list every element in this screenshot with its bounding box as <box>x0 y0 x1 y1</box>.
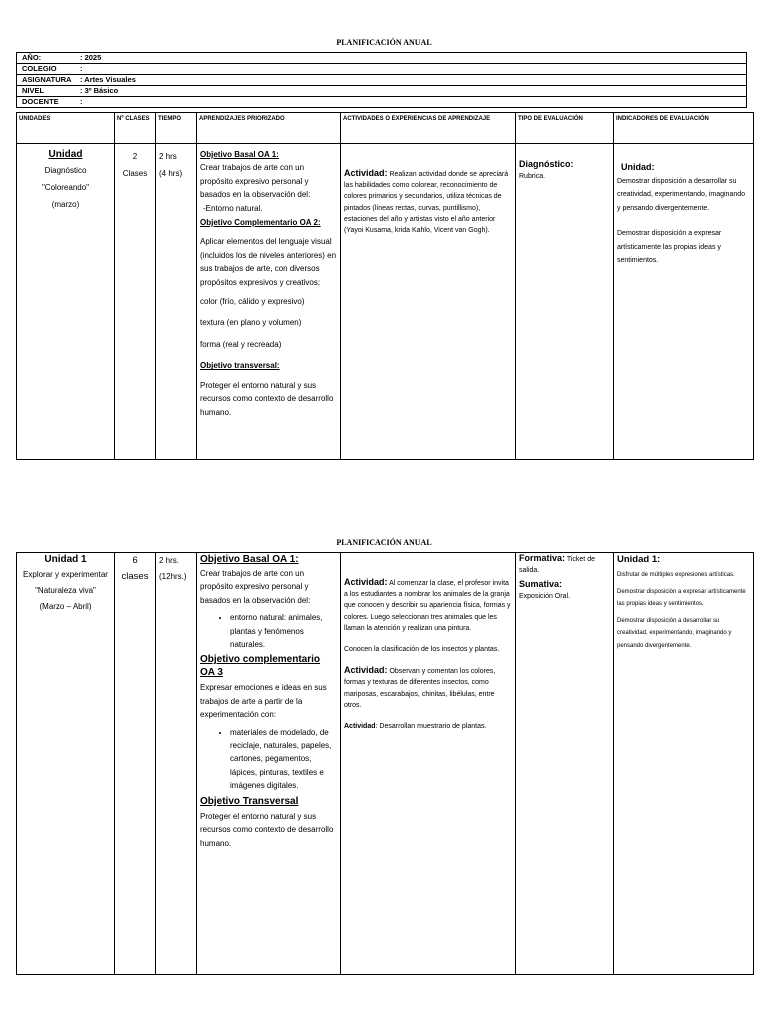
header-learning: APRENDIZAJES PRIORIZADO <box>197 113 341 144</box>
objective-transversal-title: Objetivo Transversal <box>200 795 299 807</box>
objective-complementary-item: forma (real y recreada) <box>200 339 282 349</box>
activity-text: : Desarrollan muestrario de plantas. <box>375 723 487 731</box>
unit0-classes: 2 Clases <box>115 144 156 460</box>
info-row-year: AÑO: : 2025 <box>17 53 747 64</box>
objective-transversal-title: Objetivo transversal: <box>200 361 280 371</box>
activity-label: Actividad: <box>344 577 388 587</box>
indicator-item: Demostrar disposición a desarrollar su creatividad, experimentando, imaginando y pensando divergentemente. <box>617 617 732 649</box>
unit1-title: Unidad 1 <box>44 554 87 565</box>
header-eval-type: TIPO DE EVALUACIÓN <box>516 113 614 144</box>
unit1-classes: 6 clases <box>115 553 156 975</box>
unit1-cell <box>17 553 115 975</box>
unit0-activities <box>341 144 516 460</box>
objective-complementary-list <box>200 726 337 793</box>
eval-text: Rubrica. <box>519 173 546 180</box>
unit1-row <box>17 553 754 975</box>
objective-complementary-text: Expresar emociones e ideas en sus trabajos de arte a partir de la experimentación con: <box>200 683 327 720</box>
objective-complementary-item: • materiales de modelado, de reciclaje, naturales, papeles, cartones, pegamentos, lápices, pinturas, textiles e imágenes digitales. <box>230 726 337 793</box>
info-row-subject: ASIGNATURA : Artes Visuales <box>17 75 747 86</box>
unit0-learning <box>197 144 341 460</box>
unit0-line: "Coloreando" <box>41 183 90 192</box>
activity-1 <box>344 577 512 634</box>
unit0-line: (marzo) <box>51 200 80 209</box>
eval-label: Sumativa: <box>519 579 563 590</box>
header-time: TIEMPO <box>156 113 197 144</box>
objective-basal-item: • entorno natural: animales, plantas y fenómenos naturales. <box>230 611 337 651</box>
page-title: PLANIFICACIÓN ANUAL <box>336 38 432 47</box>
header-units: UNIDADES <box>17 113 115 144</box>
eval-label: Diagnóstico: <box>519 159 574 169</box>
objective-transversal-text: Proteger el entorno natural y sus recursos como contexto de desarrollo humano. <box>200 380 334 417</box>
indicator-item: Demostrar disposición a expresar artísticamente las propias ideas y sentimientos. <box>617 588 746 608</box>
unit0-cell <box>17 144 115 460</box>
page-title-2: PLANIFICACIÓN ANUAL <box>336 538 432 547</box>
objective-complementary-title: Objetivo Complementario OA 2: <box>200 218 321 228</box>
objective-basal-list <box>200 611 337 651</box>
unit1-learning <box>197 553 341 975</box>
activity-text: Observan y comentan los colores, formas y texturas de diferentes insectos, como mariposas, escarabajos, chinitas, libélulas, entre otros. <box>344 668 496 709</box>
indicator-item: Demostrar disposición a expresar artísticamente las propias ideas y sentimientos. <box>617 230 722 265</box>
indicator-item: Disfrutar de múltiples expresiones artísticas. <box>617 572 735 578</box>
indicator-title: Unidad 1: <box>617 554 661 565</box>
info-row-level: NIVEL : 3º Básico <box>17 86 747 97</box>
header-classes: Nº CLASES <box>115 113 156 144</box>
header-activities: ACTIVIDADES O EXPERIENCIAS DE APRENDIZAJE <box>341 113 516 144</box>
unit1-line: Explorar y experimentar <box>23 570 108 579</box>
unit1-time: 2 hrs. (12hrs.) <box>156 553 197 975</box>
indicator-title: Unidad: <box>621 162 655 172</box>
planning-table-2 <box>16 552 754 975</box>
objective-complementary-item: textura (en plano y volumen) <box>200 318 302 328</box>
activity-label: Actividad <box>344 723 376 731</box>
unit0-line: Diagnóstico <box>44 166 87 175</box>
activity-1b: Conocen la clasificación de los insectos y plantas. <box>344 646 500 654</box>
unit0-indicators <box>614 144 754 460</box>
unit0-row <box>17 144 754 460</box>
activity-label: Actividad: <box>344 665 388 676</box>
unit1-indicators <box>614 553 754 975</box>
info-row-teacher: DOCENTE : <box>17 97 747 108</box>
objective-basal-title: Objetivo Basal OA 1: <box>200 150 279 159</box>
unit0-time: 2 hrs (4 hrs) <box>156 144 197 460</box>
unit0-title: Unidad <box>48 149 83 160</box>
activity-text: Realizan actividad donde se apreciará las habilidades como colorear, reconocimiento de colores primarios y secundarios, utiliza técnicas de pintados (líneas rectas, curvas, puntillismo), estaciones del año y artistas visto el año anterior (Yayoi Kusama, krida Kahlo, Vicent van Gogh). <box>344 171 509 235</box>
planning-table-1 <box>16 112 754 460</box>
objective-complementary-text: Aplicar elementos del lenguaje visual (incluidos los de niveles anteriores) en sus trabajos de arte, con diversos propósitos expresivos y creativos: <box>200 237 337 287</box>
info-row-school: COLEGIO : <box>17 64 747 75</box>
objective-complementary-item: color (frío, cálido y expresivo) <box>200 297 305 307</box>
eval-text: Ticket de salida. <box>519 556 595 575</box>
activity-2 <box>344 665 512 711</box>
indicator-item: Demostrar disposición a desarrollar su creatividad, experimentando, imaginando y pensando divergentemente. <box>617 178 746 212</box>
activity-label: Actividad: <box>344 168 388 178</box>
objective-basal-text: Crear trabajos de arte con un propósito expresivo personal y basados en la observación del: <box>200 569 311 605</box>
unit1-activities <box>341 553 516 975</box>
eval-formative <box>519 553 610 576</box>
header-indicators: INDICADORES DE EVALUACIÓN <box>614 113 754 144</box>
unit0-eval <box>516 144 614 460</box>
activity-text: Al comenzar la clase, el profesor invita a los estudiantes a nombrar los animales de la granja que conocen y describir su apariencia física, formas y colores. Luego seleccionan tres animales que les llaman la atención y realizan una pintura. <box>344 580 511 632</box>
objective-basal-text: Crear trabajos de arte con un propósito expresivo personal y basados en la observación del: <box>200 163 311 200</box>
eval-label: Formativa: <box>519 553 566 563</box>
activity-3 <box>344 721 512 732</box>
unit1-line: "Naturaleza viva" <box>35 586 96 595</box>
objective-basal-title: Objetivo Basal OA 1: <box>200 554 299 565</box>
eval-text: Exposición Oral. <box>519 592 570 600</box>
unit1-eval <box>516 553 614 975</box>
objective-transversal-text: Proteger el entorno natural y sus recursos como contexto de desarrollo humano. <box>200 811 334 848</box>
info-table <box>16 52 747 108</box>
header-row <box>17 113 754 144</box>
unit1-line: (Marzo – Abril) <box>39 602 92 611</box>
objective-basal-item: -Entorno natural. <box>203 203 263 213</box>
objective-complementary-title: Objetivo complementario OA 3 <box>200 654 321 679</box>
